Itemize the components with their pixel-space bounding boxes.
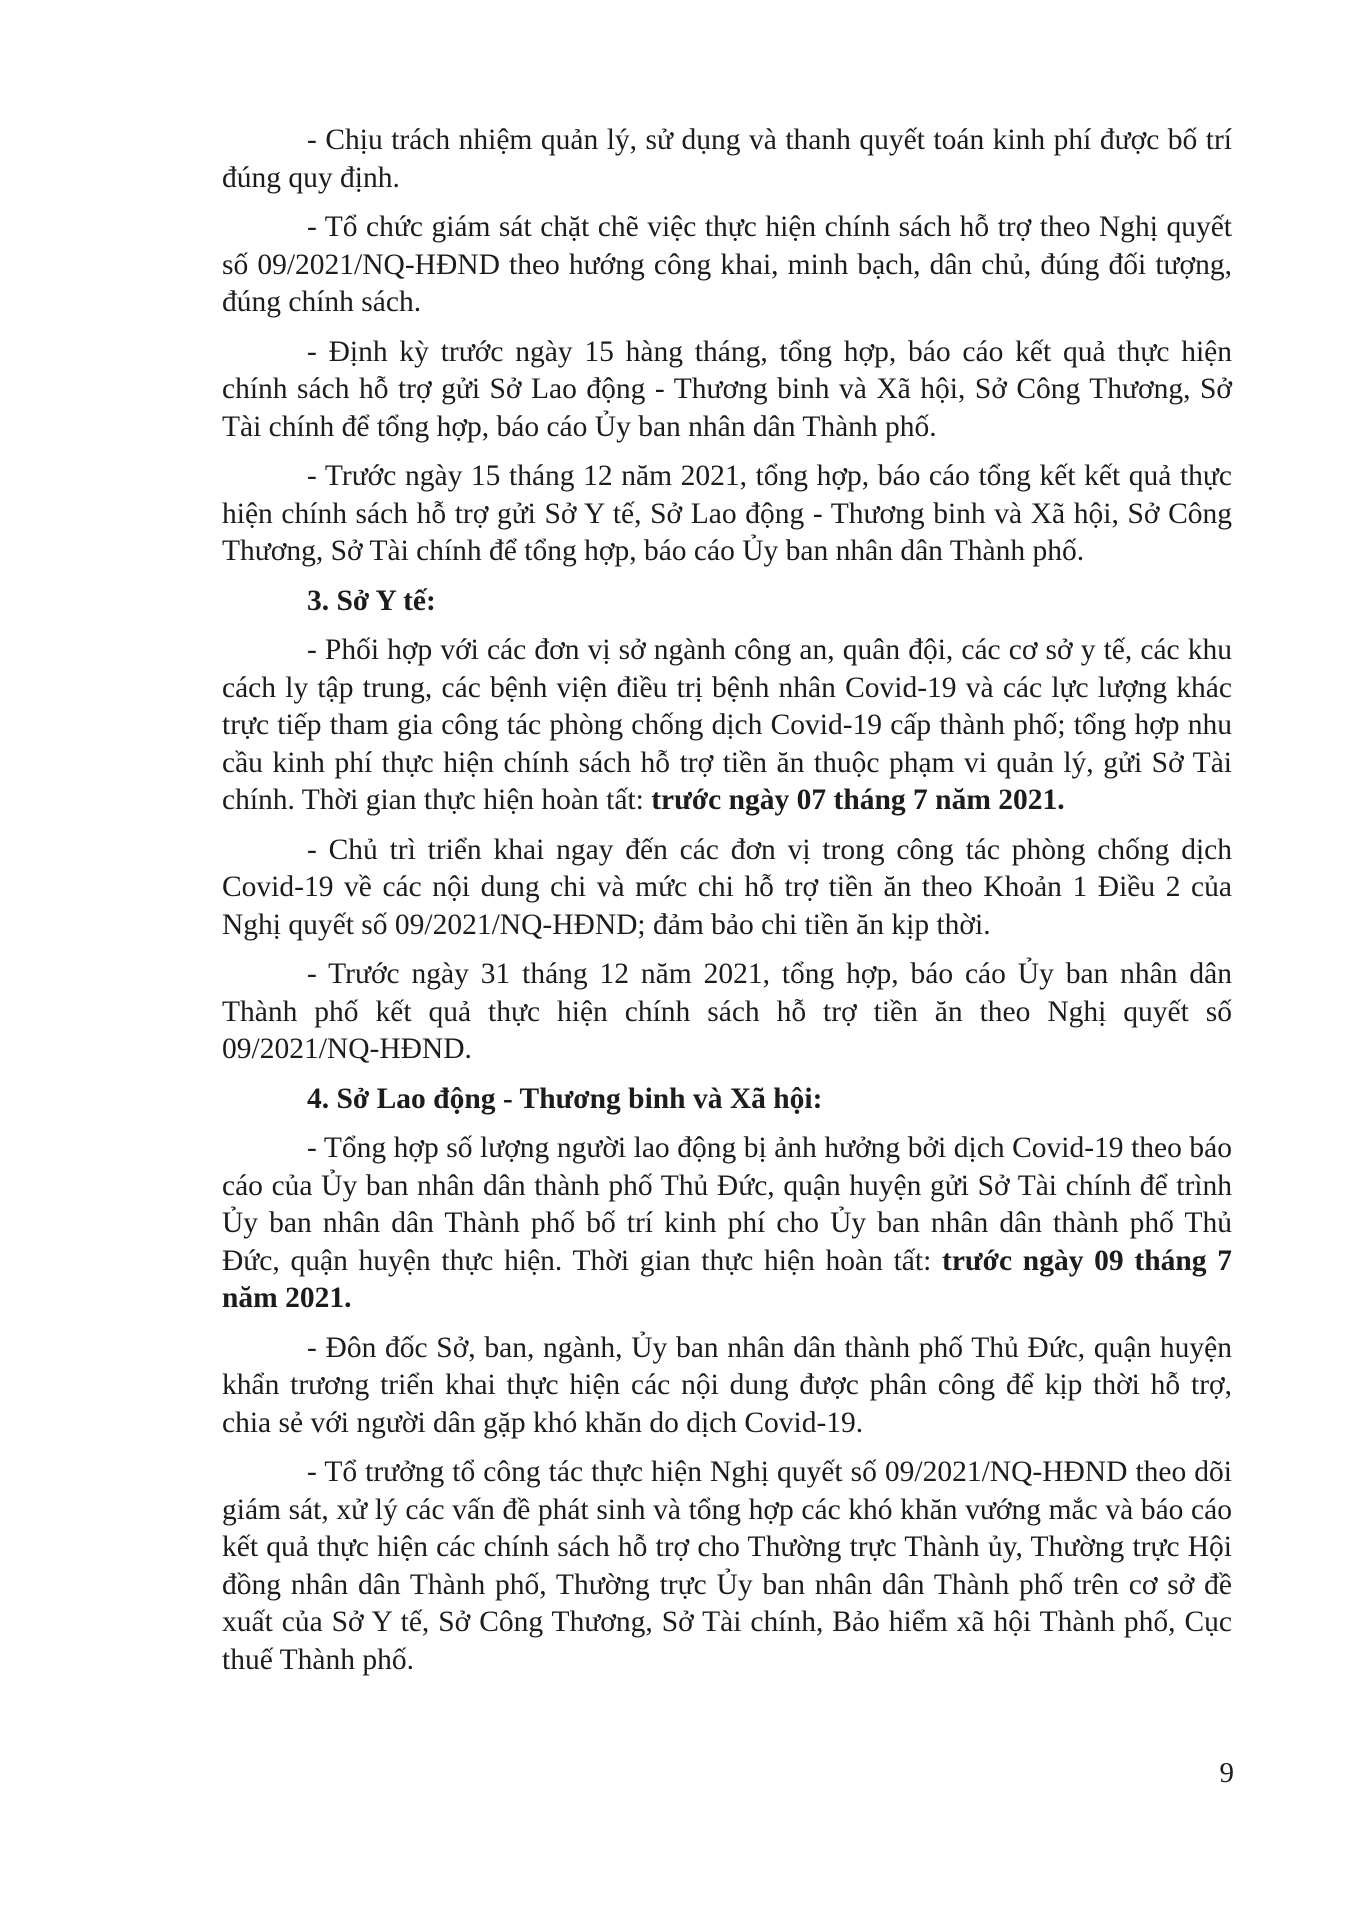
paragraph: - Chịu trách nhiệm quản lý, sử dụng và thanh quyết toán kinh phí được bố trí đúng quy định. (222, 124, 1232, 194)
paragraph: - Phối hợp với các đơn vị sở ngành công an, quân đội, các cơ sở y tế, các khu cách ly tập trung, các bệnh viện điều trị bệnh nhân Covid-19 và các lực lượng khác trực tiếp tham gia công tác phòng chống dịch Covid-19 cấp thành phố; tổng hợp nhu cầu kinh phí thực hiện chính sách hỗ trợ tiền ăn thuộc phạm vi quản lý, gửi Sở Tài chính. Thời gian thực hiện hoàn tất: trước ngày 07 tháng 7 năm 2021. (222, 634, 1232, 816)
paragraph: - Chủ trì triển khai ngay đến các đơn vị trong công tác phòng chống dịch Covid-19 về các nội dung chi và mức chi hỗ trợ tiền ăn theo Khoản 1 Điều 2 của Nghị quyết số 09/2021/NQ-HĐND; đảm bảo chi tiền ăn kịp thời. (222, 833, 1232, 941)
paragraph: - Đôn đốc Sở, ban, ngành, Ủy ban nhân dân thành phố Thủ Đức, quận huyện khẩn trương triển khai thực hiện các nội dung được phân công để kịp thời hỗ trợ, chia sẻ với người dân gặp khó khăn do dịch Covid-19. (222, 1331, 1232, 1439)
paragraph: - Tổ trưởng tổ công tác thực hiện Nghị quyết số 09/2021/NQ-HĐND theo dõi giám sát, xử lý các vấn đề phát sinh và tổng hợp các khó khăn vướng mắc và báo cáo kết quả thực hiện các chính sách hỗ trợ cho Thường trực Thành ủy, Thường trực Hội đồng nhân dân Thành phố, Thường trực Ủy ban nhân dân Thành phố trên cơ sở đề xuất của Sở Y tế, Sở Công Thương, Sở Tài chính, Bảo hiểm xã hội Thành phố, Cục thuế Thành phố. (222, 1456, 1232, 1676)
paragraph: - Trước ngày 31 tháng 12 năm 2021, tổng hợp, báo cáo Ủy ban nhân dân Thành phố kết quả thực hiện chính sách hỗ trợ tiền ăn theo Nghị quyết số 09/2021/NQ-HĐND. (222, 958, 1232, 1065)
paragraph: - Trước ngày 15 tháng 12 năm 2021, tổng hợp, báo cáo tổng kết kết quả thực hiện chính sách hỗ trợ gửi Sở Y tế, Sở Lao động - Thương binh và Xã hội, Sở Công Thương, Sở Tài chính để tổng hợp, báo cáo Ủy ban nhân dân Thành phố. (222, 460, 1232, 567)
paragraph: - Tổng hợp số lượng người lao động bị ảnh hưởng bởi dịch Covid-19 theo báo cáo của Ủy ban nhân dân thành phố Thủ Đức, quận huyện gửi Sở Tài chính để trình Ủy ban nhân dân Thành phố bố trí kinh phí cho Ủy ban nhân dân thành phố Thủ Đức, quận huyện thực hiện. Thời gian thực hiện hoàn tất: trước ngày 09 tháng 7 năm 2021. (222, 1132, 1232, 1314)
section-heading: 4. Sở Lao động - Thương binh và Xã hội: (307, 1082, 823, 1115)
paragraph: - Định kỳ trước ngày 15 hàng tháng, tổng hợp, báo cáo kết quả thực hiện chính sách hỗ trợ gửi Sở Lao động - Thương binh và Xã hội, Sở Công Thương, Sở Tài chính để tổng hợp, báo cáo Ủy ban nhân dân Thành phố. (222, 335, 1232, 443)
paragraph: - Tổ chức giám sát chặt chẽ việc thực hiện chính sách hỗ trợ theo Nghị quyết số 09/2021/NQ-HĐND theo hướng công khai, minh bạch, dân chủ, đúng đối tượng, đúng chính sách. (222, 211, 1232, 318)
deadline-text: trước ngày 09 tháng 7 năm 2021. (222, 1244, 1232, 1314)
deadline-text: trước ngày 07 tháng 7 năm 2021. (651, 784, 1065, 816)
page-number: 9 (1219, 1757, 1234, 1789)
document-body (222, 122, 1232, 1691)
section-heading: 3. Sở Y tế: (307, 584, 436, 617)
